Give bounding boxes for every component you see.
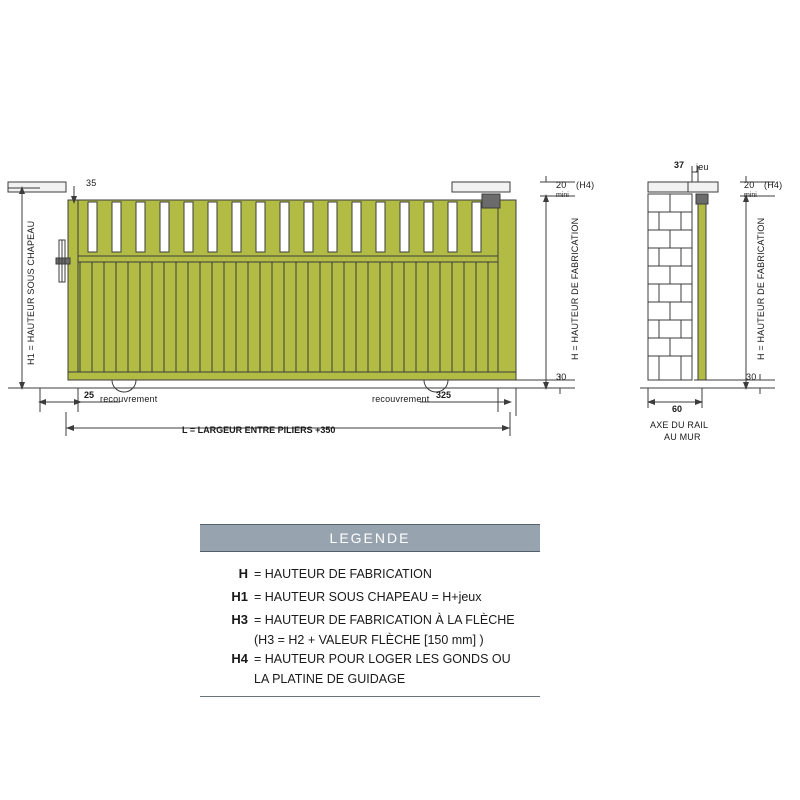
legend-definition: = HAUTEUR SOUS CHAPEAU = H+jeux: [254, 590, 482, 604]
front-view-drawing: [0, 150, 600, 450]
dim-cap-right-value-side: 20: [744, 180, 755, 190]
dim-h-front-label: H = HAUTEUR DE FABRICATION: [570, 217, 580, 360]
dim-jeu-label: jeu: [696, 162, 709, 172]
dim-h-side-label: H = HAUTEUR DE FABRICATION: [756, 217, 766, 360]
legend-subdefinition: (H3 = H2 + VALEUR FLÈCHE [150 mm] ): [254, 633, 484, 647]
dim-axis-label-line2: AU MUR: [664, 432, 701, 442]
dim-h1-label: H1 = HAUTEUR SOUS CHAPEAU: [26, 220, 36, 365]
legend-key: H1: [231, 589, 248, 604]
legend-rows: [200, 552, 540, 697]
dim-cap-right-code: (H4): [576, 180, 595, 190]
side-view-drawing: [600, 150, 800, 450]
dim-axis-label-line1: AXE DU RAIL: [650, 420, 709, 430]
legend-definition: = HAUTEUR DE FABRICATION: [254, 567, 432, 581]
dim-cap-right-code-side: (H4): [764, 180, 783, 190]
legend-definition: = HAUTEUR POUR LOGER LES GONDS OU: [254, 652, 511, 666]
legend-panel: [200, 524, 540, 697]
dim-top-drop-label: 35: [86, 178, 97, 188]
legend-key: H: [238, 566, 248, 581]
legend-row: [200, 608, 540, 631]
dim-recouvrement-left-value: 25: [84, 390, 95, 400]
dim-cap-right-sub-side: mini: [744, 192, 757, 199]
legend-row: [200, 647, 540, 670]
dim-bottom-right-side: 30: [746, 372, 757, 382]
dim-cap-right-value: 20: [556, 180, 567, 190]
legend-subdefinition: LA PLATINE DE GUIDAGE: [254, 672, 406, 686]
dim-axis-value: 60: [672, 404, 683, 414]
dim-recouvrement-left-label: recouvrement: [100, 394, 158, 404]
dim-total-width-label: L = LARGEUR ENTRE PILIERS +350: [182, 425, 336, 435]
legend-key: H4: [231, 651, 248, 666]
dim-bottom-right-front: 30: [556, 372, 567, 382]
dim-recouvrement-right-value: 325: [436, 390, 452, 400]
dim-recouvrement-right-label: recouvrement: [372, 394, 430, 404]
legend-row: [200, 585, 540, 608]
dim-cap-right-sub: mini: [556, 192, 569, 199]
legend-title: LEGENDE: [200, 524, 540, 552]
legend-definition: = HAUTEUR DE FABRICATION À LA FLÈCHE: [254, 613, 515, 627]
dim-jeu-value: 37: [674, 160, 685, 170]
legend-key: H3: [231, 612, 248, 627]
legend-row: [200, 562, 540, 585]
